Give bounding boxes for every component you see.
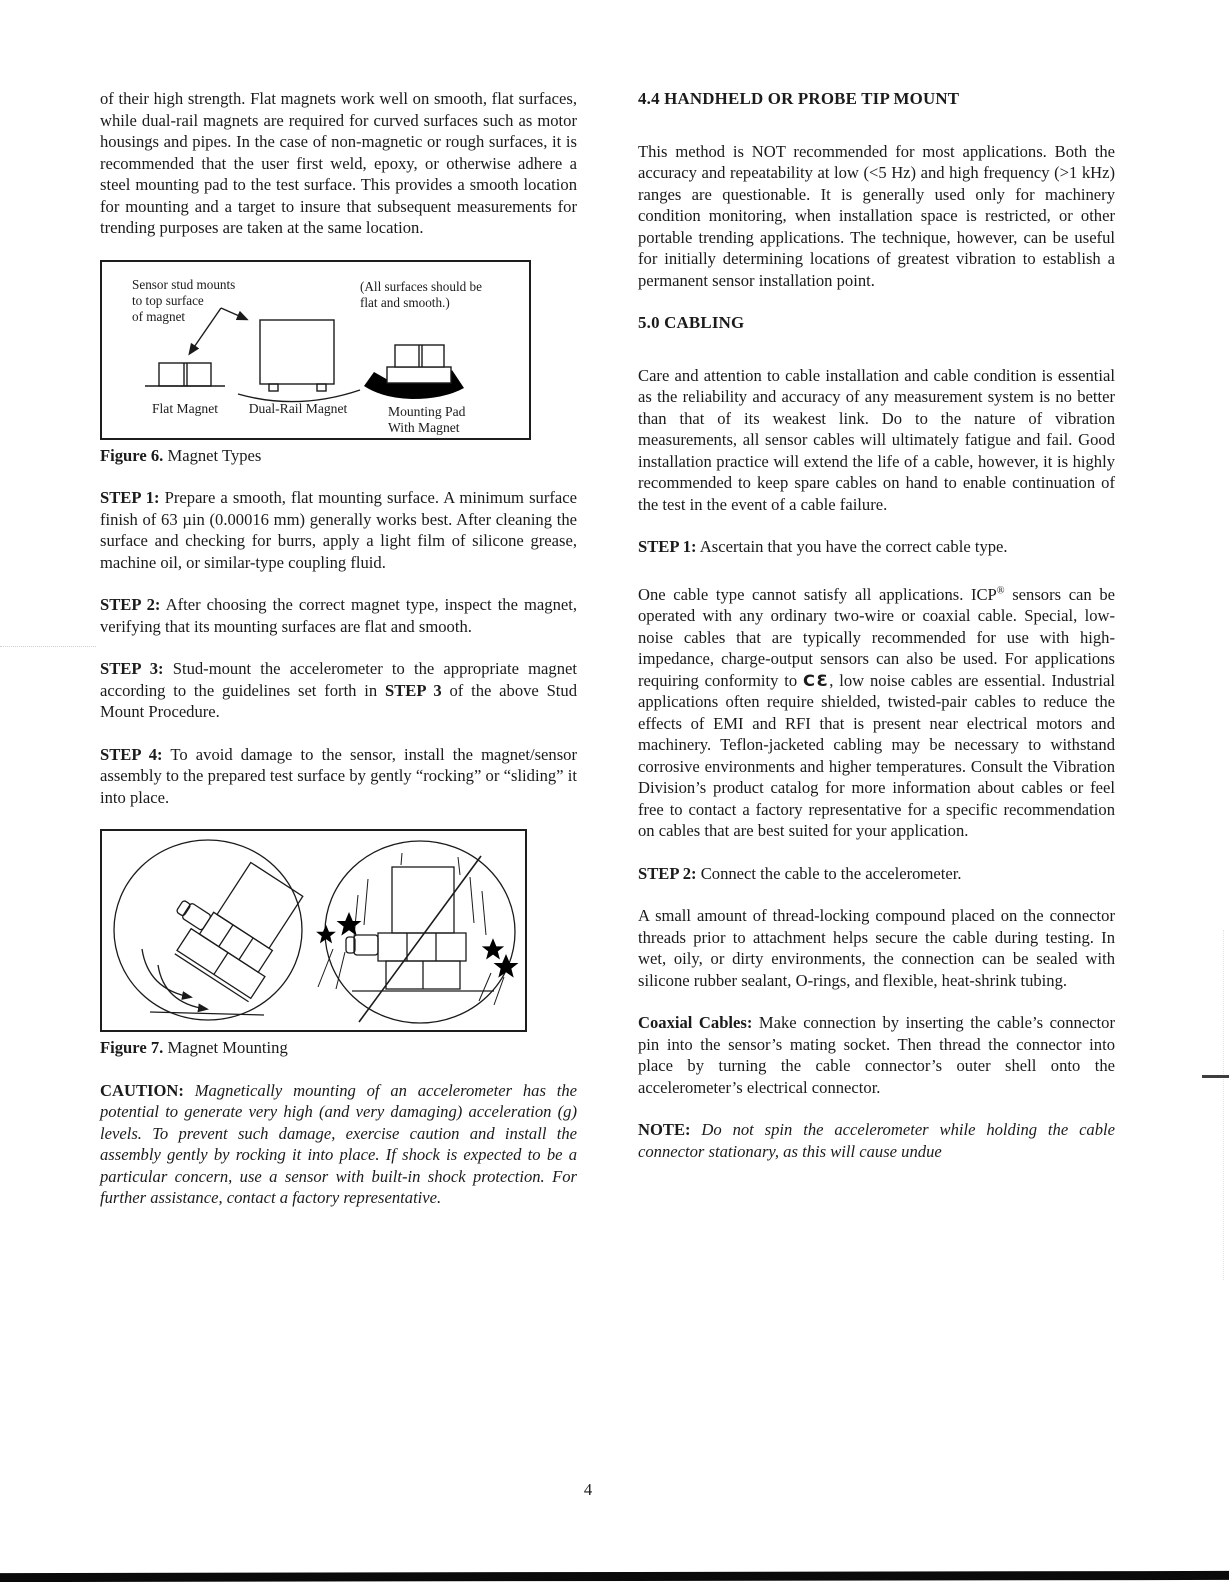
figure7-no-impact-panel [318, 841, 515, 1023]
cable-step1-label: STEP 1: [638, 537, 697, 556]
paragraph-handheld: This method is NOT recommended for most applications. Both the accuracy and repeatability at low (<5 Hz) and high frequency (>1 kHz) ranges are questionable. It is generally used only for machinery condition monitoring, when installation space is restricted, or other portable trending applications. The technique, however, can be useful for initially determining locations of greatest vibration to establish a permanent sensor installation point. [638, 141, 1115, 290]
ce-mark-symbol: CƐ [803, 670, 830, 690]
step3-text-b: of the above Stud Mount Procedure. [100, 680, 578, 721]
dual-rail-magnet-drawing [238, 320, 360, 402]
scan-artifact-right-dash [1202, 1075, 1229, 1078]
step4-text: To avoid damage to the sensor, install the magnet/sensor assembly to the prepared test surface by gently “rocking” or “sliding” it into place. [100, 744, 577, 807]
step1-text: Prepare a smooth, flat mounting surface. A minimum surface finish of 63 µin (0.00016 mm) generally works best. After cleaning the surface and checking for burrs, apply a light film of silicone grease, machine oil, or similar-type coupling fluid. [100, 488, 577, 572]
step3-label: STEP 3: [100, 659, 164, 678]
registered-trademark-symbol: ® [996, 584, 1005, 596]
left-column [100, 88, 577, 1230]
paragraph-step1-mount [100, 487, 577, 573]
svg-text:Sensor stud mounts: Sensor stud mounts [132, 276, 236, 292]
page-number: 4 [583, 1480, 593, 1499]
paragraph-cabling-intro: Care and attention to cable installation and cable condition is essential as the reliability and accuracy of any measurement system is no better than that of its weakest link. Do to the nature of vibration measurements, all sensor cables will ultimately fatigue and fail. Good installation practice will extend the life of a cable, however, it is highly recommended to keep spare cables on hand to enable continuation of the test in the event of a cable failure. [638, 365, 1115, 514]
figure6-caption-number: Figure 6. [100, 445, 164, 465]
step1-label: STEP 1: [100, 488, 160, 507]
step2-label: STEP 2: [100, 595, 161, 614]
figure6-caption-text: Magnet Types [163, 445, 262, 465]
flat-magnet-drawing [145, 363, 225, 386]
scan-artifact-right-faint-line [1223, 930, 1224, 1280]
step4-label: STEP 4: [100, 744, 163, 764]
paragraph-step1-cable [638, 536, 1115, 558]
caution-label: CAUTION: [100, 1080, 184, 1100]
figure7-rocking-panel [114, 840, 313, 1020]
svg-text:With Magnet: With Magnet [388, 419, 460, 435]
note-text: Do not spin the accelerometer while holding the cable connector stationary, as this will cause undue [638, 1120, 1115, 1161]
paragraph-step4-mount [100, 744, 577, 809]
paragraph-step2-cable [638, 863, 1115, 885]
figure6-drawing [102, 262, 529, 438]
figure7-caption-text: Magnet Mounting [163, 1038, 288, 1057]
svg-text:of magnet: of magnet [132, 308, 186, 324]
paragraph-coaxial-cables [638, 1012, 1115, 1098]
figure7-caption-number: Figure 7. [100, 1038, 164, 1057]
figure7-caption [100, 1037, 577, 1059]
svg-text:to top surface: to top surface [132, 292, 204, 308]
cable-step2-text: Connect the cable to the accelerometer. [696, 863, 962, 883]
figure7-drawing [102, 831, 525, 1030]
svg-text:Dual-Rail Magnet: Dual-Rail Magnet [248, 400, 348, 416]
figure6-annotation-left [132, 277, 235, 324]
figure6-box [100, 260, 531, 440]
heading-handheld-mount: 4.4 HANDHELD OR PROBE TIP MOUNT [638, 89, 960, 108]
heading-cabling: 5.0 CABLING [638, 313, 745, 332]
cable-types-text-c: , low noise cables are essential. Industrial applications often require shielded, twisted-pair cables to reduce the effects of EMI and RFI that is present near electrical motors and machinery. Teflon-jacketed cabling may be necessary to withstand corrosive environments and higher temperatures. Consult the Vibration Division’s product catalog for more information about cables or feel free to contact a factory representative for a specific recommendation on cables that are best suited for your application. [638, 670, 1115, 840]
cable-step1-text: Ascertain that you have the correct cable type. [696, 537, 1008, 556]
caution-text: Magnetically mounting of an accelerometer has the potential to generate very high (and very damaging) acceleration (g) levels. To prevent such damage, exercise caution and install the assembly gently by rocking it into place. If shock is expected to be a particular concern, use a sensor with built-in shock protection. For further assistance, contact a factory representative. [100, 1080, 577, 1207]
paragraph-magnet-intro: of their high strength. Flat magnets work well on smooth, flat surfaces, while dual-rail magnets are required for curved surfaces such as motor housings and pipes. In the case of non-magnetic or rough surfaces, it is recommended that the user first weld, epoxy, or otherwise adhere a steel mounting pad to the test surface. This provides a smooth location for mounting and a target to insure that subsequent measurements for trending purposes are taken at the same location. [100, 89, 577, 237]
figure7-box [100, 829, 527, 1032]
figure6-labels [152, 401, 466, 435]
right-column [638, 88, 1115, 1183]
cable-types-text-a: One cable type cannot satisfy all applications. ICP [638, 584, 997, 604]
step3-inline-bold: STEP 3 [384, 680, 442, 700]
step2-text: After choosing the correct magnet type, inspect the magnet, verifying that its mounting surfaces are flat and smooth. [100, 595, 577, 636]
paragraph-thread-locking: A small amount of thread-locking compound placed on the connector threads prior to attachment helps secure the cable during testing. In wet, oily, or dirty environments, the connection can be sealed with silicone rubber sealant, O-rings, and flexible, heat-shrink tubing. [638, 906, 1115, 990]
coaxial-cables-label: Coaxial Cables: [638, 1013, 753, 1032]
step3-text-a: Stud-mount the accelerometer to the appropriate magnet according to the guidelines set forth in [100, 659, 577, 700]
figure6-pointer-arrows [190, 308, 246, 353]
cable-step2-label: STEP 2: [638, 863, 697, 883]
note-label: NOTE: [638, 1120, 691, 1139]
svg-text:Mounting Pad: Mounting Pad [388, 403, 466, 419]
mounting-pad-drawing [364, 345, 464, 399]
figure6-annotation-right [360, 279, 482, 310]
coaxial-cables-text: Make connection by inserting the cable’s connector pin into the sensor’s mating socket. Then thread the connector into place by turning the cable connector’s outer shell onto the accelerometer’s electrical connector. [638, 1013, 1115, 1097]
cable-types-text-b: sensors can be operated with any ordinary two-wire or coaxial cable. Special, low-noise cables that are typically recommended for use with high-impedance, charge-output sensors can also be used. For applications requiring conformity to [638, 584, 1115, 690]
scan-artifact-left-dotted-line [0, 646, 96, 647]
svg-text:Flat Magnet: Flat Magnet [151, 400, 219, 416]
paragraph-cable-types [638, 584, 1115, 842]
paragraph-step3-mount [100, 658, 577, 723]
paragraph-note [638, 1119, 1115, 1162]
figure6-caption [100, 445, 577, 467]
paragraph-step2-mount [100, 594, 577, 637]
paragraph-caution [100, 1080, 577, 1209]
scan-artifact-bottom-edge [0, 1571, 1229, 1582]
svg-text:(All surfaces should be: (All surfaces should be [360, 278, 482, 294]
svg-text:flat and smooth.): flat and smooth.) [360, 294, 450, 310]
